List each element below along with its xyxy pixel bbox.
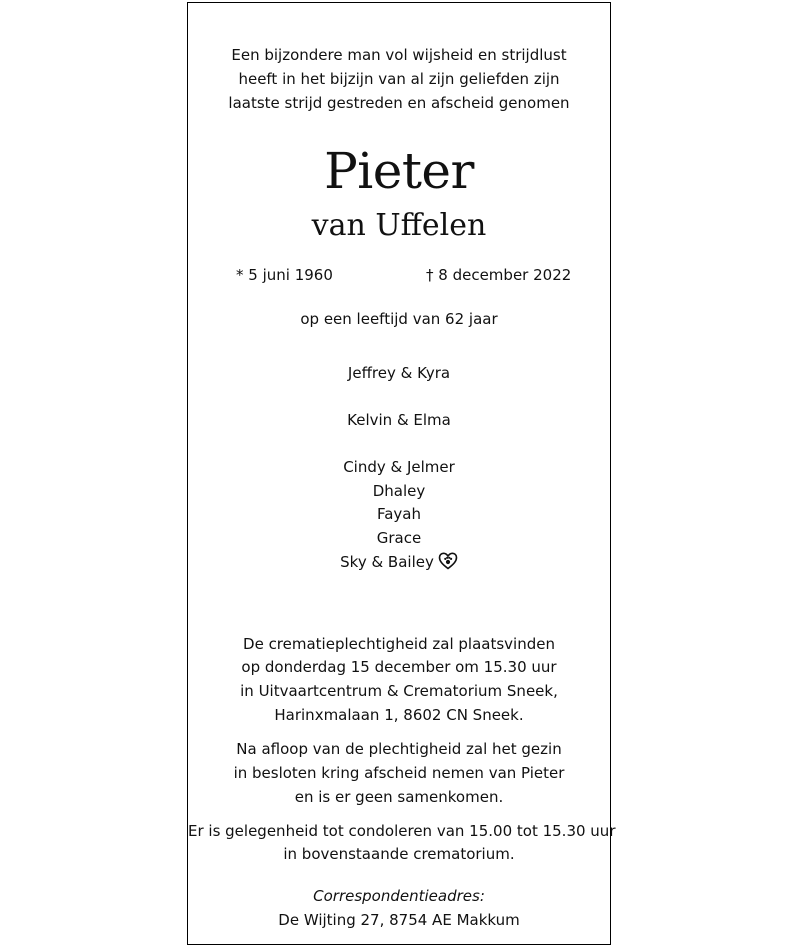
condolence-line-2: in bovenstaande crematorium.: [283, 845, 515, 863]
intro-line-3: laatste strijd gestreden en afscheid genomen: [228, 94, 570, 112]
heart-paw-icon: [438, 552, 458, 570]
death-date: † 8 december 2022: [426, 266, 572, 284]
family-member-5-row: [188, 552, 610, 572]
intro-line-2: heeft in het bijzijn van al zijn geliefden zijn: [238, 70, 560, 88]
death-notice-card: [187, 2, 616, 945]
ceremony-line-3: in Uitvaartcentrum & Crematorium Sneek,: [240, 682, 558, 700]
correspondence-address: De Wijting 27, 8754 AE Makkum: [278, 911, 520, 929]
family-member-2: Dhaley: [372, 482, 426, 500]
deceased-last-name: van Uffelen: [311, 208, 487, 243]
family-member-4: Grace: [376, 529, 422, 547]
correspondence-label: Correspondentieadres:: [313, 887, 485, 905]
intro-line-1: Een bijzondere man vol wijsheid en strijdlust: [231, 46, 567, 64]
after-line-3: en is er geen samenkomen.: [294, 788, 504, 806]
deceased-first-name: Pieter: [324, 142, 474, 200]
after-line-2: in besloten kring afscheid nemen van Pieter: [233, 764, 565, 782]
family-member-1: Cindy & Jelmer: [343, 458, 455, 476]
family-member-5: Sky & Bailey: [340, 553, 434, 571]
family-member-3: Fayah: [376, 505, 422, 523]
family-group-2: Kelvin & Elma: [347, 411, 451, 429]
family-group-1: Jeffrey & Kyra: [347, 364, 451, 382]
condolence-line-1: Er is gelegenheid tot condoleren van 15.00 tot 15.30 uur: [188, 822, 616, 840]
ceremony-line-1: De crematieplechtigheid zal plaatsvinden: [243, 635, 555, 653]
age-line: op een leeftijd van 62 jaar: [300, 310, 498, 328]
after-line-1: Na afloop van de plechtigheid zal het gezin: [236, 740, 562, 758]
ceremony-line-2: op donderdag 15 december om 15.30 uur: [241, 658, 557, 676]
birth-date: * 5 juni 1960: [236, 266, 333, 284]
ceremony-line-4: Harinxmalaan 1, 8602 CN Sneek.: [274, 706, 524, 724]
